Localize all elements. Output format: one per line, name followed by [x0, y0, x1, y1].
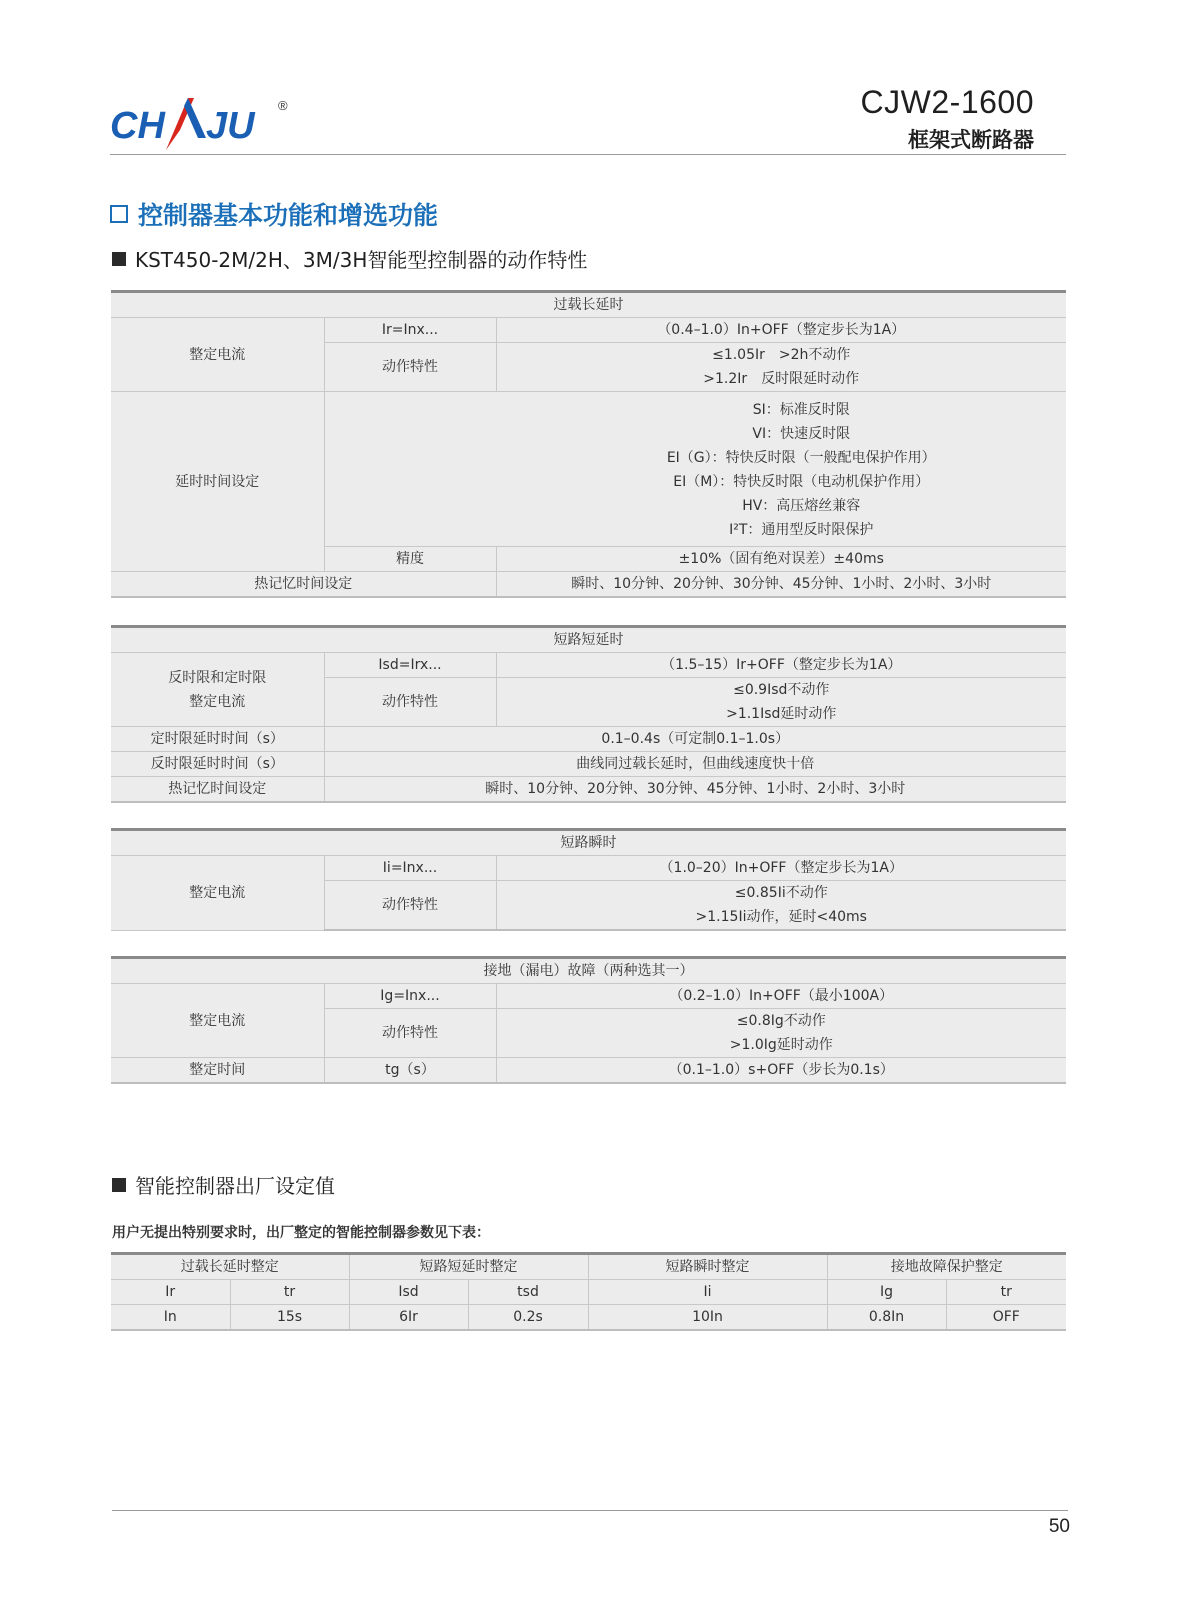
param-value: OFF — [946, 1305, 1066, 1331]
cell-line: ≤1.05Ir >2h不动作 — [712, 347, 851, 363]
table-title: 过载长延时 — [111, 292, 1066, 318]
cell-value: （1.0–20）In+OFF（整定步长为1A） — [496, 856, 1066, 881]
row-label: 热记忆时间设定 — [111, 777, 324, 803]
param-header: Ii — [588, 1280, 827, 1305]
row-label: 整定电流 — [111, 318, 324, 392]
cell-value: ±10%（固有绝对误差）±40ms — [496, 547, 1066, 572]
param-header: Ir — [111, 1280, 230, 1305]
curve-item: VI：快速反时限 — [752, 426, 851, 442]
cell-value: （1.5–15）Ir+OFF（整定步长为1A） — [496, 653, 1066, 678]
overload-long-delay-table — [111, 290, 1066, 598]
curve-item: HV：高压熔丝兼容 — [742, 498, 861, 514]
sub-label: 动作特性 — [324, 678, 496, 727]
footer-divider — [112, 1510, 1068, 1511]
subheading-factory-settings — [112, 1170, 335, 1199]
cell-line: >1.1Isd延时动作 — [726, 706, 837, 722]
param-value: 0.8In — [827, 1305, 946, 1331]
group-header: 短路瞬时整定 — [588, 1254, 827, 1280]
section-title — [110, 196, 438, 232]
sub-label: Ir=Inx... — [324, 318, 496, 343]
section-title-text: 控制器基本功能和增选功能 — [138, 201, 439, 230]
sub-label: Isd=Irx... — [324, 653, 496, 678]
cell-value — [496, 678, 1066, 727]
cell-line: ≤0.9Isd不动作 — [733, 682, 830, 698]
row-label: 整定时间 — [111, 1058, 324, 1084]
curve-list — [324, 392, 1066, 547]
factory-note: 用户无提出特别要求时，出厂整定的智能控制器参数见下表： — [112, 1225, 490, 1241]
svg-text:CH: CH — [110, 105, 165, 147]
svg-text:®: ® — [278, 98, 288, 113]
short-circuit-instant-table — [111, 828, 1066, 931]
group-header: 短路短延时整定 — [349, 1254, 588, 1280]
cell-line: ≤0.85Ii不动作 — [734, 885, 828, 901]
table-title: 接地（漏电）故障（两种选其一） — [111, 958, 1066, 984]
param-value: In — [111, 1305, 230, 1331]
label-line: 整定电流 — [189, 693, 246, 710]
cell-line: >1.15Ii动作，延时<40ms — [695, 909, 867, 925]
table-title: 短路短延时 — [111, 627, 1066, 653]
row-label: 热记忆时间设定 — [111, 572, 496, 598]
sub-label: Ig=Inx... — [324, 984, 496, 1009]
group-header: 过载长延时整定 — [111, 1254, 349, 1280]
curve-item: SI：标准反时限 — [752, 402, 850, 418]
sub-label: 动作特性 — [324, 1009, 496, 1058]
param-header: Isd — [349, 1280, 468, 1305]
header-divider — [110, 154, 1066, 155]
product-model: CJW2-1600 — [860, 84, 1034, 120]
sub-label: Ii=Inx... — [324, 856, 496, 881]
short-circuit-short-delay-table — [111, 625, 1066, 803]
cell-line: >1.2Ir 反时限延时动作 — [703, 371, 860, 387]
cell-value: （0.4–1.0）In+OFF（整定步长为1A） — [496, 318, 1066, 343]
param-header: tr — [230, 1280, 349, 1305]
param-header: tr — [946, 1280, 1066, 1305]
square-bullet-icon — [112, 1178, 126, 1192]
square-bullet-icon — [112, 252, 126, 266]
param-value: 6Ir — [349, 1305, 468, 1331]
row-label: 反时限延时时间（s） — [111, 752, 324, 777]
param-header: tsd — [468, 1280, 588, 1305]
cell-value: （0.1–1.0）s+OFF（步长为0.1s） — [496, 1058, 1066, 1084]
cell-value — [496, 343, 1066, 392]
chaju-logo — [110, 92, 310, 162]
row-label: 整定电流 — [111, 984, 324, 1058]
curve-item: EI（G）：特快反时限（一般配电保护作用） — [666, 450, 936, 466]
cell-value — [496, 1009, 1066, 1058]
row-label: 定时限延时时间（s） — [111, 727, 324, 752]
sub-label: tg（s） — [324, 1058, 496, 1084]
row-label: 整定电流 — [111, 856, 324, 931]
param-value: 10In — [588, 1305, 827, 1331]
cell-value — [496, 881, 1066, 931]
subheading-text: KST450-2M/2H、3M/3H智能型控制器的动作特性 — [135, 248, 588, 272]
svg-text:JU: JU — [206, 105, 255, 147]
cell-line: >1.0Ig延时动作 — [729, 1037, 833, 1053]
factory-settings-table — [111, 1252, 1066, 1331]
label-line: 反时限和定时限 — [168, 669, 267, 686]
subheading-controller-characteristics — [112, 244, 587, 273]
sub-label: 动作特性 — [324, 343, 496, 392]
curve-item: I²T：通用型反时限保护 — [729, 522, 874, 538]
cell-line: ≤0.8Ig不动作 — [736, 1013, 826, 1029]
page-number: 50 — [1048, 1516, 1070, 1537]
cell-value: 瞬时、10分钟、20分钟、30分钟、45分钟、1小时、2小时、3小时 — [496, 572, 1066, 598]
row-label — [111, 653, 324, 727]
sub-label: 动作特性 — [324, 881, 496, 931]
ground-fault-table — [111, 956, 1066, 1084]
param-value: 15s — [230, 1305, 349, 1331]
cell-value: （0.2–1.0）In+OFF（最小100A） — [496, 984, 1066, 1009]
cell-value: 瞬时、10分钟、20分钟、30分钟、45分钟、1小时、2小时、3小时 — [324, 777, 1066, 803]
subheading-text: 智能控制器出厂设定值 — [135, 1174, 335, 1198]
checkbox-icon — [110, 205, 128, 223]
param-header: Ig — [827, 1280, 946, 1305]
param-value: 0.2s — [468, 1305, 588, 1331]
group-header: 接地故障保护整定 — [827, 1254, 1066, 1280]
sub-label: 精度 — [324, 547, 496, 572]
cell-value: 0.1–0.4s（可定制0.1–1.0s） — [324, 727, 1066, 752]
table-title: 短路瞬时 — [111, 830, 1066, 856]
row-label: 延时时间设定 — [111, 392, 324, 572]
product-name: 框架式断路器 — [908, 128, 1034, 152]
curve-item: EI（M）：特快反时限（电动机保护作用） — [673, 474, 930, 490]
cell-value: 曲线同过载长延时，但曲线速度快十倍 — [324, 752, 1066, 777]
